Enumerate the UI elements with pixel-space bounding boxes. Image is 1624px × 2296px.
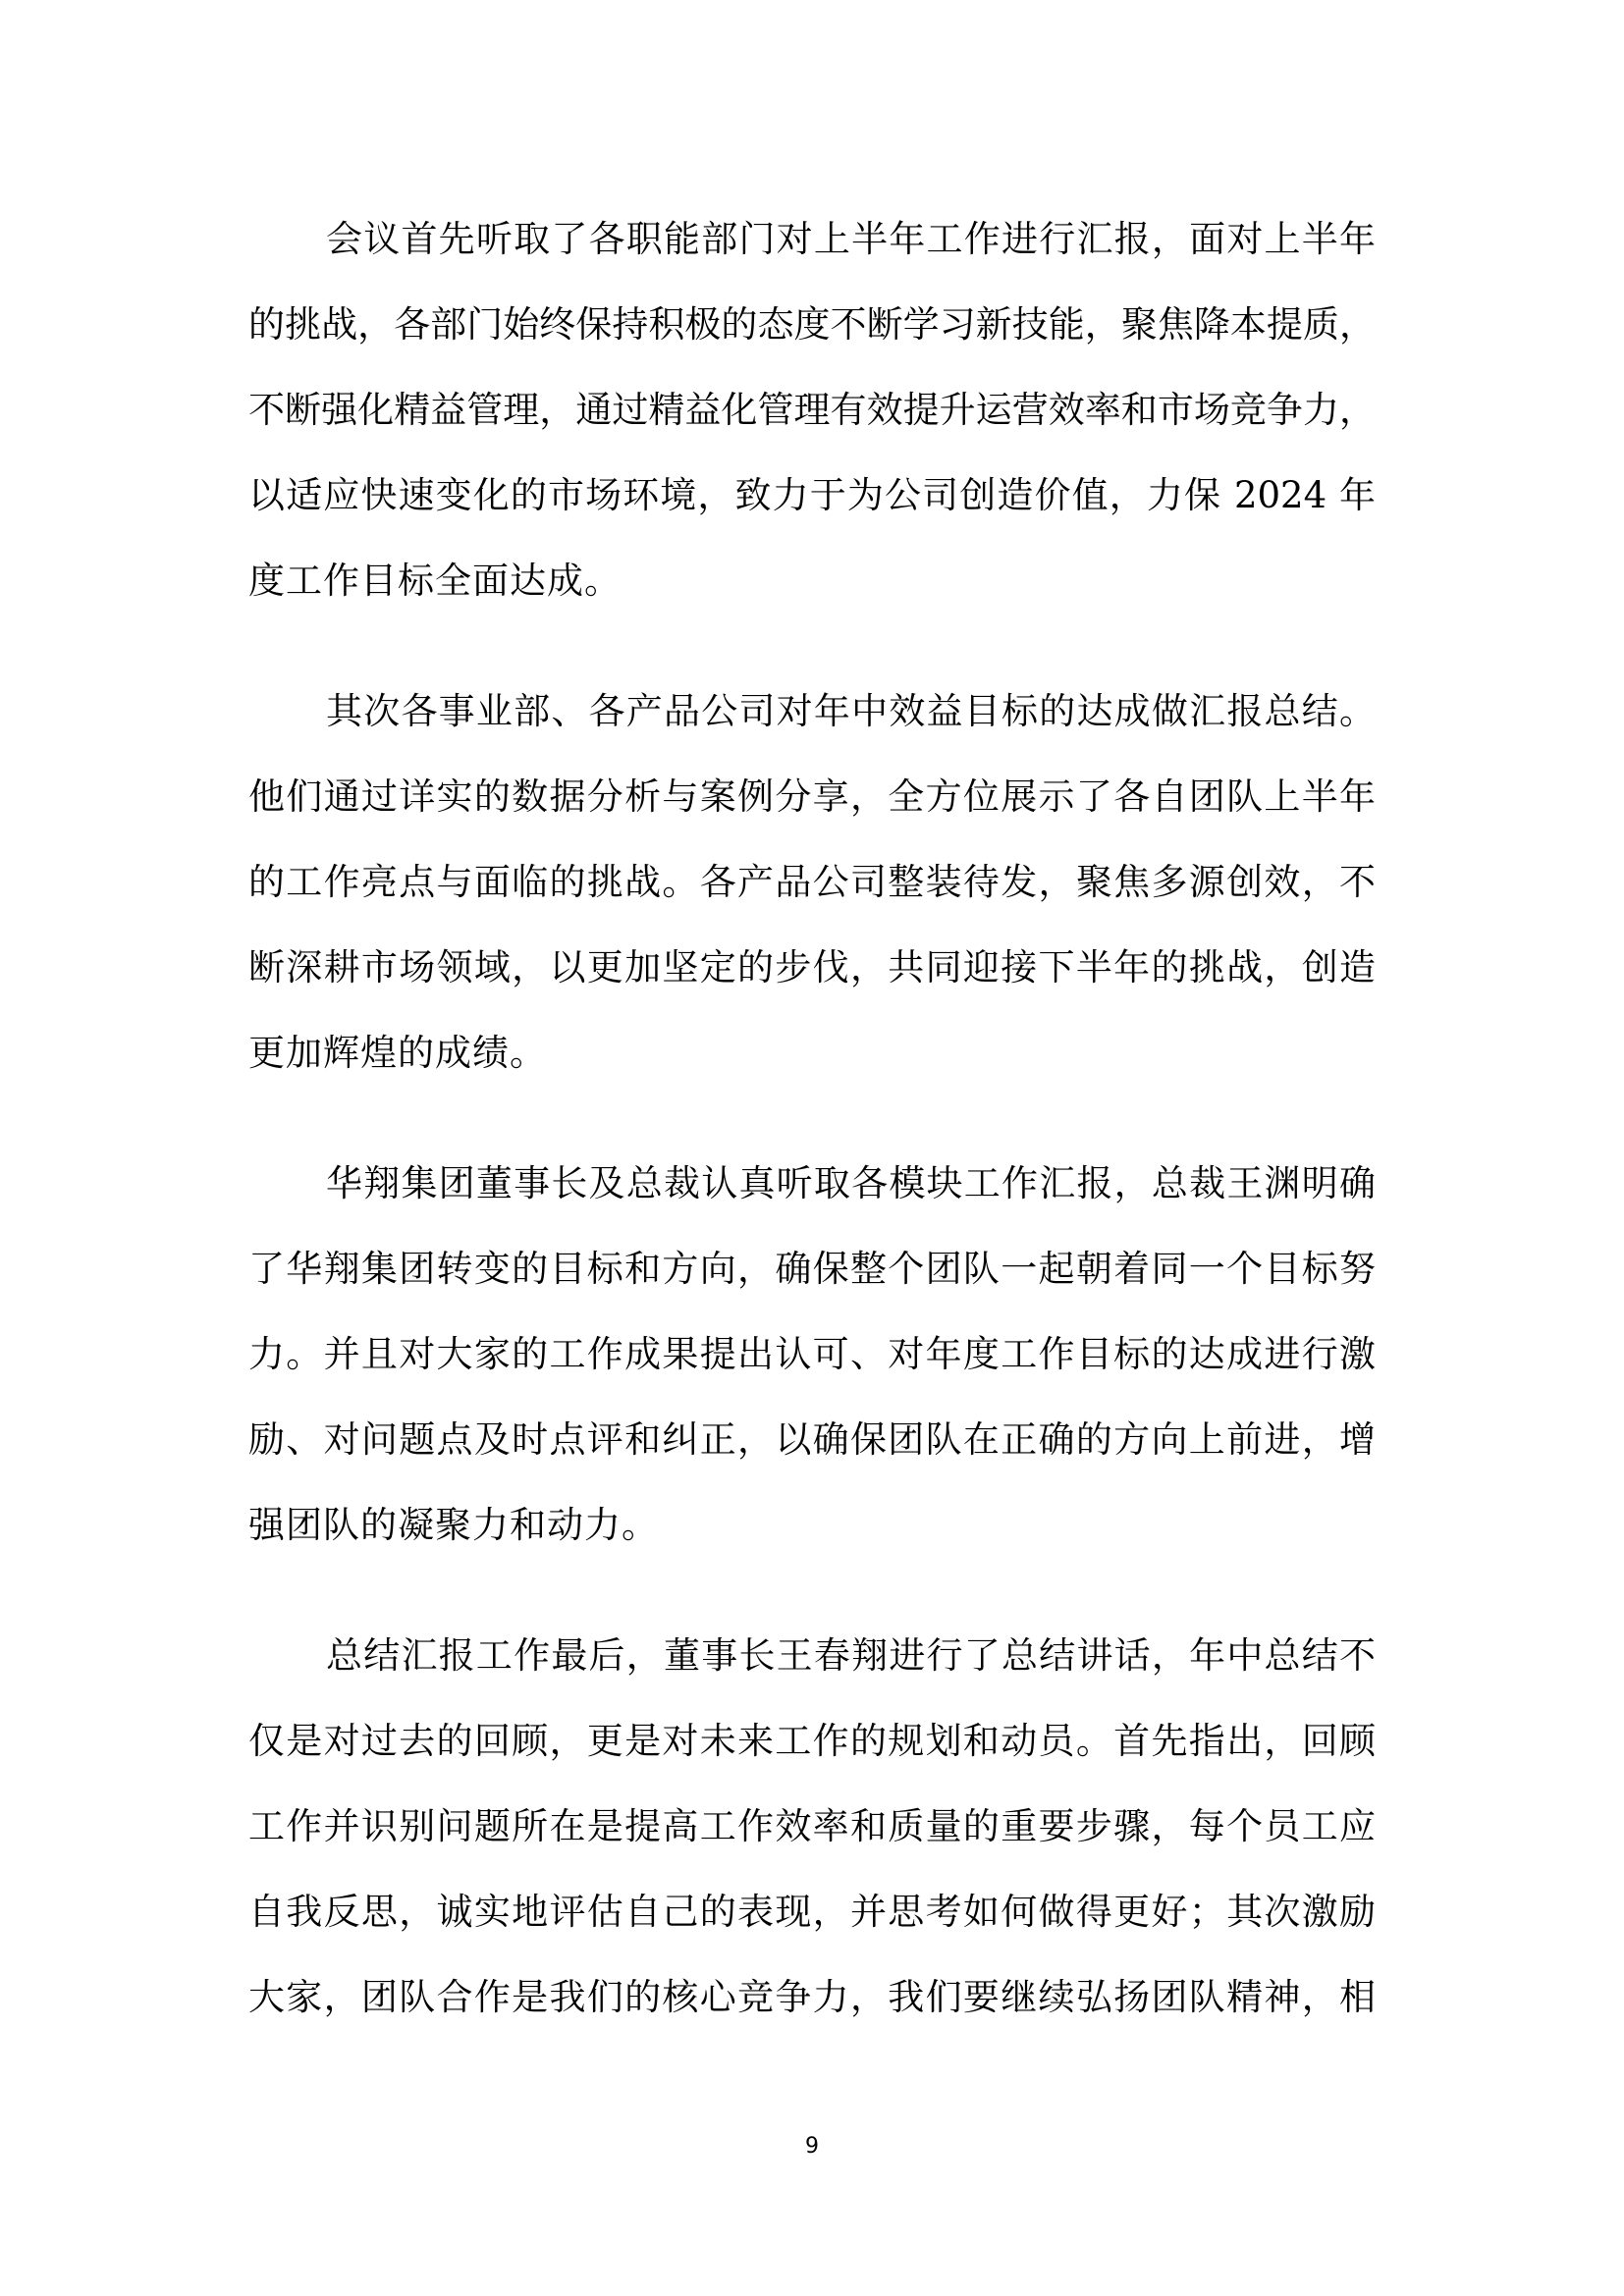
text-line: 大家，团队合作是我们的核心竞争力，我们要继续弘扬团队精神，相 (248, 1976, 1376, 2018)
paragraph-meeting-reports (248, 196, 1376, 623)
text-line: 他们通过详实的数据分析与案例分享，全方位展示了各自团队上半年 (248, 775, 1376, 818)
text-line: 会议首先听取了各职能部门对上半年工作进行汇报，面对上半年 (326, 218, 1376, 260)
text-line: 不断强化精益管理，通过精益化管理有效提升运营效率和市场竞争力， (248, 389, 1376, 431)
text-line: 以适应快速变化的市场环境，致力于为公司创造价值，力保 2024 年 (248, 474, 1376, 516)
text-line: 工作并识别问题所在是提高工作效率和质量的重要步骤，每个员工应 (248, 1805, 1376, 1847)
text-line: 的工作亮点与面临的挑战。各产品公司整装待发，聚焦多源创效，不 (248, 861, 1376, 903)
page-number: 9 (805, 2134, 819, 2159)
text-line: 力。并且对大家的工作成果提出认可、对年度工作目标的达成进行激 (248, 1333, 1376, 1375)
text-line: 更加辉煌的成绩。 (248, 1032, 547, 1074)
text-line: 仅是对过去的回顾，更是对未来工作的规划和动员。首先指出，回顾 (248, 1720, 1376, 1762)
text-line: 了华翔集团转变的目标和方向，确保整个团队一起朝着同一个目标努 (248, 1248, 1376, 1290)
paragraph-chairman-president (248, 1141, 1376, 1568)
text-line: 总结汇报工作最后，董事长王春翔进行了总结讲话，年中总结不 (326, 1634, 1376, 1677)
paragraph-division-reports (248, 668, 1376, 1095)
text-line: 断深耕市场领域，以更加坚定的步伐，共同迎接下半年的挑战，创造 (248, 946, 1376, 988)
text-line: 励、对问题点及时点评和纠正，以确保团队在正确的方向上前进，增 (248, 1418, 1376, 1461)
body-text (248, 196, 1376, 2085)
text-line: 度工作目标全面达成。 (248, 560, 622, 602)
paragraph-closing-speech (248, 1613, 1376, 2040)
text-line: 华翔集团董事长及总裁认真听取各模块工作汇报，总裁王渊明确 (326, 1162, 1376, 1204)
text-line: 其次各事业部、各产品公司对年中效益目标的达成做汇报总结。 (326, 690, 1376, 732)
text-line: 的挑战，各部门始终保持积极的态度不断学习新技能，聚焦降本提质， (248, 303, 1376, 346)
text-line: 自我反思，诚实地评估自己的表现，并思考如何做得更好；其次激励 (248, 1891, 1376, 1933)
text-line: 强团队的凝聚力和动力。 (248, 1504, 659, 1546)
